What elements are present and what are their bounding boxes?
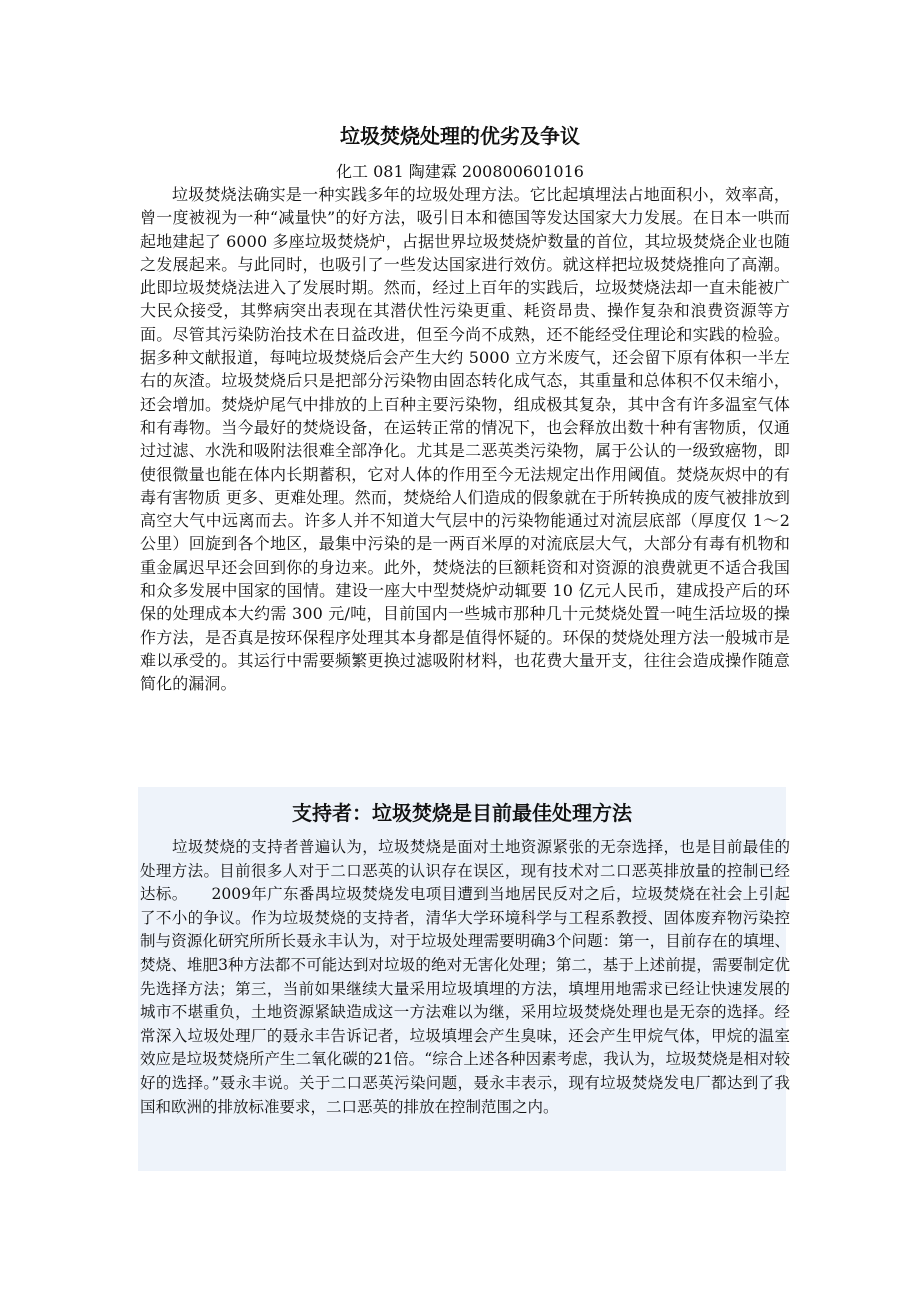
document-title: 垃圾焚烧处理的优劣及争议 <box>340 124 580 148</box>
supporters-section <box>138 787 790 1171</box>
section-heading: 支持者：垃圾焚烧是目前最佳处理方法 <box>292 801 632 825</box>
body-paragraph-2: 垃圾焚烧的支持者普遍认为，垃圾焚烧是面对土地资源紧张的无奈选择，也是目前最佳的处理方法。目前很多人对于二口恶英的认识存在误区，现有技术对二口恶英排放量的控制已经达标。 2009年广东番禺垃圾焚烧发电项目遭到当地居民反对之后，垃圾焚烧在社会上引起了不小的争议。作为垃圾焚烧的支持者，清华大学环境科学与工程系教授、固体废弃物污染控制与资源化研究所所长聂永丰认为，对于垃圾处理需要明确3个问题：第一，目前存在的填埋、焚烧、堆肥3种方法都不可能达到对垃圾的绝对无害化处理；第二，基于上述前提，需要制定优先选择方法；第三，当前如果继续大量采用垃圾填埋的方法，填埋用地需求已经让快速发展的城市不堪重负，土地资源紧缺造成这一方法难以为继，采用垃圾焚烧处理也是无奈的选择。经常深入垃圾处理厂的聂永丰告诉记者，垃圾填埋会产生臭味，还会产生甲烷气体，甲烷的温室效应是垃圾焚烧所产生二氧化碳的21倍。“综合上述各种因素考虑，我认为，垃圾焚烧是相对较好的选择。”聂永丰说。关于二口恶英污染问题，聂永丰表示，现有垃圾焚烧发电厂都达到了我国和欧洲的排放标准要求，二口恶英的排放在控制范围之内。 <box>140 838 790 1116</box>
author-line: 化工 081 陶建霖 200800601016 <box>336 162 584 181</box>
body-paragraph-1: 垃圾焚烧法确实是一种实践多年的垃圾处理方法。它比起填埋法占地面积小，效率高，曾一度被视为一种“减量快”的好方法，吸引日本和德国等发达国家大力发展。在日本一哄而起地建起了 6000 多座垃圾焚烧炉，占据世界垃圾焚烧炉数量的首位，其垃圾焚烧企业也随之发展起来。与此同时，也吸引了一些发达国家进行效仿。就这样把垃圾焚烧推向了高潮。此即垃圾焚烧法进入了发展时期。然而，经过上百年的实践后，垃圾焚烧法却一直未能被广大民众接受，其弊病突出表现在其潜伏性污染更重、耗资昂贵、操作复杂和浪费资源等方面。尽管其污染防治技术在日益改进，但至今尚不成熟，还不能经受住理论和实践的检验。据多种文献报道，每吨垃圾焚烧后会产生大约 5000 立方米废气，还会留下原有体积一半左右的灰渣。垃圾焚烧后只是把部分污染物由固态转化成气态，其重量和总体积不仅未缩小，还会增加。焚烧炉尾气中排放的上百种主要污染物，组成极其复杂，其中含有许多温室气体和有毒物。当今最好的焚烧设备，在运转正常的情况下，也会释放出数十种有害物质，仅通过过滤、水洗和吸附法很难全部净化。尤其是二恶英类污染物，属于公认的一级致癌物，即使很微量也能在体内长期蓄积，它对人体的作用至今无法规定出作用阈值。焚烧灰烬中的有毒有害物质 更多、更难处理。然而，焚烧给人们造成的假象就在于所转换成的废气被排放到高空大气中远离而去。许多人并不知道大气层中的污染物能通过对流层底部（厚度仅 1～2 公里）回旋到各个地区，最集中污染的是一两百米厚的对流底层大气，大部分有毒有机物和重金属迟早还会回到你的身边来。此外，焚烧法的巨额耗资和对资源的浪费就更不适合我国和众多发展中国家的国情。建设一座大中型焚烧炉动辄要 10 亿元人民币，建成投产后的环保的处理成本大约需 300 元/吨，目前国内一些城市那种几十元焚烧处置一吨生活垃圾的操作方法，是否真是按环保程序处理其本身都是值得怀疑的。环保的焚烧处理方法一般城市是难以承受的。其运行中需要频繁更换过滤吸附材料，也花费大量开支，往往会造成操作随意简化的漏洞。 <box>140 185 790 694</box>
